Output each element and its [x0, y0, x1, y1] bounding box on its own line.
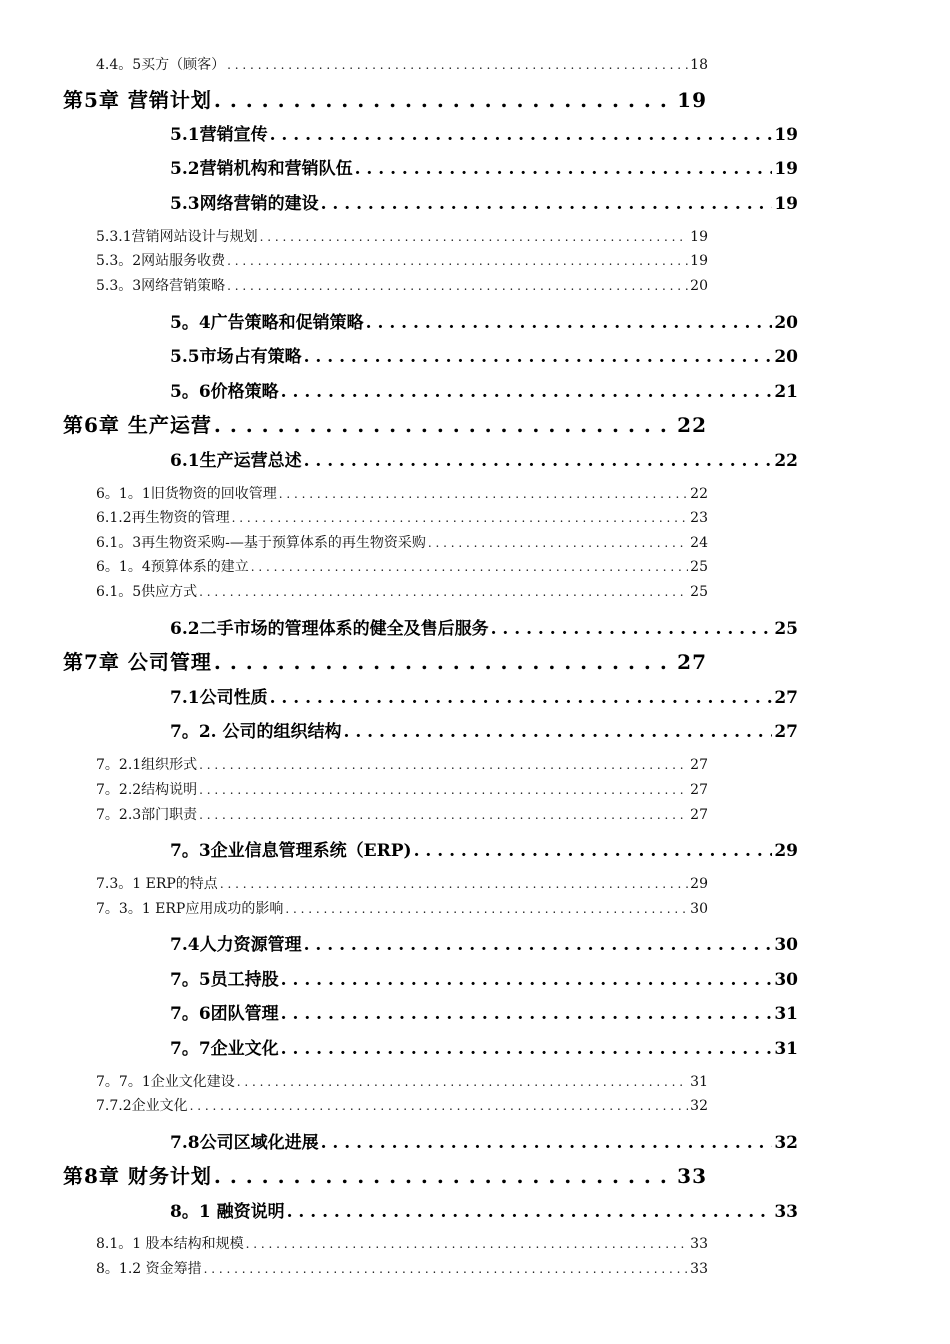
toc-entry-page-number: 33: [677, 1164, 707, 1188]
toc-entry-title: 7。3企业信息管理系统（ERP): [170, 841, 412, 861]
toc-subsection[interactable]: [96, 507, 708, 527]
dot-leader: [366, 313, 773, 333]
toc-section[interactable]: [170, 836, 798, 861]
dot-leader: [220, 877, 688, 891]
toc-entry-page-number: 23: [690, 510, 708, 526]
toc-entry-page-number: 22: [677, 413, 707, 437]
dot-leader: [304, 347, 773, 367]
toc-entry-page-number: 21: [774, 382, 798, 402]
toc-entry-page-number: 29: [690, 876, 708, 892]
dot-leader: [344, 722, 773, 742]
toc-section[interactable]: [170, 446, 798, 471]
dot-leader: [214, 650, 675, 674]
toc-entry-page-number: 20: [774, 347, 798, 367]
toc-subsection[interactable]: [96, 898, 708, 918]
toc-subsection[interactable]: [96, 483, 708, 503]
toc-section[interactable]: [170, 1034, 798, 1059]
dot-leader: [232, 511, 689, 525]
toc-entry-page-number: 19: [690, 229, 708, 245]
toc-subsection[interactable]: [96, 1258, 708, 1278]
toc-entry-title: 7。6团队管理: [170, 1004, 279, 1024]
toc-entry-page-number: 27: [690, 807, 708, 823]
dot-leader: [227, 254, 688, 268]
toc-entry-page-number: 19: [774, 159, 798, 179]
toc-entry-title: 6.1生产运营总述: [170, 451, 302, 471]
dot-leader: [414, 841, 773, 861]
toc-entry-page-number: 19: [774, 125, 798, 145]
toc-entry-page-number: 32: [774, 1133, 798, 1153]
toc-entry-page-number: 22: [690, 486, 708, 502]
toc-entry-page-number: 31: [774, 1004, 798, 1024]
toc-entry-page-number: 24: [690, 535, 708, 551]
toc-entry-title: 第7章 公司管理: [63, 650, 212, 674]
toc-entry-title: 7.3。1 ERP的特点: [96, 876, 218, 892]
dot-leader: [237, 1075, 688, 1089]
toc-section[interactable]: [170, 930, 798, 955]
toc-chapter[interactable]: [63, 1160, 707, 1189]
toc-section[interactable]: [170, 614, 798, 639]
toc-entry-page-number: 30: [774, 935, 798, 955]
dot-leader: [204, 1262, 689, 1276]
toc-entry-title: 5.1营销宣传: [170, 125, 268, 145]
toc-subsection[interactable]: [96, 779, 708, 799]
toc-section[interactable]: [170, 189, 798, 214]
dot-leader: [270, 125, 773, 145]
toc-chapter[interactable]: [63, 409, 707, 438]
toc-subsection[interactable]: [96, 556, 708, 576]
dot-leader: [190, 1099, 689, 1113]
dot-leader: [304, 935, 773, 955]
dot-leader: [321, 194, 773, 214]
dot-leader: [199, 808, 688, 822]
dot-leader: [428, 536, 688, 550]
toc-entry-page-number: 31: [774, 1039, 798, 1059]
toc-entry-page-number: 25: [690, 559, 708, 575]
toc-entry-title: 6.1。5供应方式: [96, 584, 198, 600]
toc-entry-page-number: 27: [677, 650, 707, 674]
toc-entry-page-number: 30: [774, 970, 798, 990]
dot-leader: [246, 1237, 689, 1251]
toc-entry-page-number: 27: [774, 722, 798, 742]
toc-subsection[interactable]: [96, 54, 708, 74]
toc-entry-title: 4.4。5买方（顾客）: [96, 57, 226, 73]
dot-leader: [304, 451, 773, 471]
toc-section[interactable]: [170, 120, 798, 145]
toc-entry-title: 6.1.2再生物资的管理: [96, 510, 230, 526]
dot-leader: [270, 688, 773, 708]
toc-entry-title: 6。1。4预算体系的建立: [96, 559, 249, 575]
dot-leader: [355, 159, 773, 179]
toc-subsection[interactable]: [96, 275, 708, 295]
toc-subsection[interactable]: [96, 754, 708, 774]
toc-subsection[interactable]: [96, 250, 708, 270]
toc-entry-title: 7。7企业文化: [170, 1039, 279, 1059]
toc-entry-title: 5.3网络营销的建设: [170, 194, 319, 214]
toc-subsection[interactable]: [96, 873, 708, 893]
toc-section[interactable]: [170, 1128, 798, 1153]
toc-entry-title: 6.2二手市场的管理体系的健全及售后服务: [170, 619, 489, 639]
toc-entry-page-number: 25: [774, 619, 798, 639]
toc-entry-title: 7。2.1组织形式: [96, 757, 198, 773]
toc-entry-title: 5.3.1营销网站设计与规划: [96, 229, 258, 245]
dot-leader: [214, 1164, 675, 1188]
toc-entry-title: 5.5市场占有策略: [170, 347, 302, 367]
toc-entry-page-number: 22: [774, 451, 798, 471]
toc-entry-page-number: 20: [774, 313, 798, 333]
dot-leader: [491, 619, 773, 639]
toc-entry-page-number: 19: [677, 88, 707, 112]
toc-section[interactable]: [170, 342, 798, 367]
toc-section[interactable]: [170, 1197, 798, 1222]
dot-leader: [279, 487, 688, 501]
toc-subsection[interactable]: [96, 1233, 708, 1253]
toc-entry-title: 7.8公司区域化进展: [170, 1133, 319, 1153]
dot-leader: [227, 279, 688, 293]
toc-entry-page-number: 29: [774, 841, 798, 861]
toc-entry-title: 8.1。1 股本结构和规模: [96, 1236, 244, 1252]
toc-entry-title: 7。3。1 ERP应用成功的影响: [96, 901, 284, 917]
toc-entry-page-number: 27: [690, 782, 708, 798]
toc-entry-title: 7.4人力资源管理: [170, 935, 302, 955]
toc-entry-title: 7。5员工持股: [170, 970, 279, 990]
toc-chapter[interactable]: [63, 646, 707, 675]
toc-entry-title: 6。1。1旧货物资的回收管理: [96, 486, 277, 502]
toc-entry-page-number: 27: [774, 688, 798, 708]
toc-subsection[interactable]: [96, 532, 708, 552]
toc-entry-title: 7.1公司性质: [170, 688, 268, 708]
toc-entry-title: 6.1。3再生物资采购-—基于预算体系的再生物资采购: [96, 535, 426, 551]
toc-entry-page-number: 19: [774, 194, 798, 214]
dot-leader: [199, 783, 688, 797]
dot-leader: [281, 1004, 773, 1024]
toc-entry-title: 5.3。3网络营销策略: [96, 278, 226, 294]
toc-entry-page-number: 31: [690, 1074, 708, 1090]
toc-subsection[interactable]: [96, 226, 708, 246]
dot-leader: [199, 585, 688, 599]
toc-section[interactable]: [170, 999, 798, 1024]
toc-entry-title: 第5章 营销计划: [63, 88, 212, 112]
toc-entry-page-number: 32: [690, 1098, 708, 1114]
toc-subsection[interactable]: [96, 1095, 708, 1115]
toc-entry-title: 5。4广告策略和促销策略: [170, 313, 364, 333]
toc-entry-page-number: 33: [690, 1236, 708, 1252]
toc-entry-title: 第8章 财务计划: [63, 1164, 212, 1188]
toc-entry-page-number: 33: [690, 1261, 708, 1277]
dot-leader: [281, 1039, 773, 1059]
dot-leader: [251, 560, 688, 574]
toc-section[interactable]: [170, 308, 798, 333]
toc-subsection[interactable]: [96, 804, 708, 824]
dot-leader: [199, 758, 688, 772]
dot-leader: [321, 1133, 773, 1153]
toc-entry-page-number: 20: [690, 278, 708, 294]
toc-section[interactable]: [170, 683, 798, 708]
dot-leader: [287, 1202, 773, 1222]
toc-entry-title: 第6章 生产运营: [63, 413, 212, 437]
toc-entry-page-number: 27: [690, 757, 708, 773]
toc-subsection[interactable]: [96, 1071, 708, 1091]
toc-entry-title: 5.2营销机构和营销队伍: [170, 159, 353, 179]
toc-section[interactable]: [170, 965, 798, 990]
toc-subsection[interactable]: [96, 581, 708, 601]
toc-entry-title: 7.7.2企业文化: [96, 1098, 188, 1114]
toc-entry-page-number: 33: [774, 1202, 798, 1222]
toc-entry-page-number: 18: [690, 57, 708, 73]
toc-section[interactable]: [170, 154, 798, 179]
toc-entry-title: 7。2. 公司的组织结构: [170, 722, 342, 742]
toc-entry-page-number: 25: [690, 584, 708, 600]
toc-entry-title: 7。2.3部门职责: [96, 807, 198, 823]
toc-entry-title: 8。1.2 资金筹措: [96, 1261, 202, 1277]
toc-entry-page-number: 19: [690, 253, 708, 269]
dot-leader: [281, 970, 773, 990]
toc-entry-title: 7。2.2结构说明: [96, 782, 198, 798]
toc-entry-title: 5.3。2网站服务收费: [96, 253, 226, 269]
dot-leader: [214, 413, 675, 437]
toc-entry-page-number: 30: [690, 901, 708, 917]
dot-leader: [227, 58, 688, 72]
toc-chapter[interactable]: [63, 84, 707, 113]
dot-leader: [281, 382, 773, 402]
toc-entry-title: 8。1 融资说明: [170, 1202, 285, 1222]
toc-entry-title: 7。7。1企业文化建设: [96, 1074, 235, 1090]
toc-section[interactable]: [170, 377, 798, 402]
dot-leader: [260, 230, 689, 244]
dot-leader: [285, 902, 688, 916]
dot-leader: [214, 88, 675, 112]
toc-entry-title: 5。6价格策略: [170, 382, 279, 402]
toc-section[interactable]: [170, 717, 798, 742]
